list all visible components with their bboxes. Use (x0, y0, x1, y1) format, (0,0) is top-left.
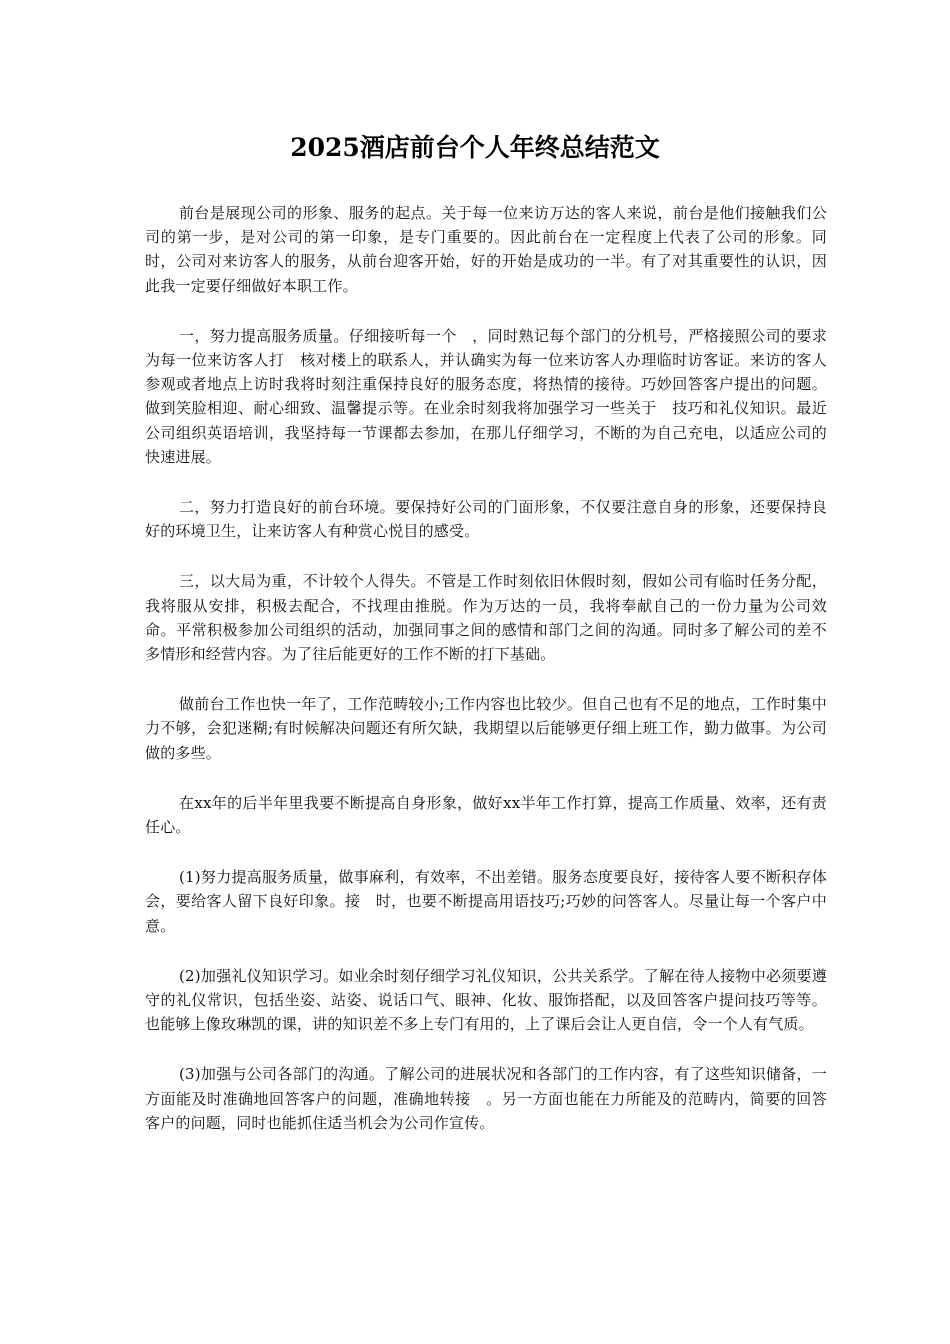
document-title: 2025酒店前台个人年终总结范文 (290, 133, 660, 162)
paragraph-reflection: 做前台工作也快一年了，工作范畴较小;工作内容也比较少。但自己也有不足的地点，工作时集中力不够，会犯迷糊;有时候解决问题还有所欠缺，我期望以后能够更仔细上班工作，勤力做事。为公司做的多些。 (145, 695, 827, 762)
paragraph-point-2: 二，努力打造良好的前台环境。要保持好公司的门面形象，不仅要注意自身的形象，还要保持良好的环境卫生，让来访客人有种赏心悦目的感受。 (145, 498, 827, 541)
paragraph-plan: 在xx年的后半年里我要不断提高自身形象，做好xx半年工作打算，提高工作质量、效率，还有责任心。 (145, 793, 827, 837)
paragraph-point-3: 三，以大局为重，不计较个人得失。不管是工作时刻依旧休假时刻，假如公司有临时任务分配，我将服从安排，积极去配合，不找理由推脱。作为万达的一员，我将奉献自己的一份力量为公司效命。平常积极参加公司组织的活动，加强同事之间的感情和部门之间的沟通。同时多了解公司的差不多情形和经营内容。为了往后能更好的工作不断的打下基础。 (145, 572, 827, 664)
paragraph-point-1: 一，努力提高服务质量。仔细接听每一个 ，同时熟记每个部门的分机号，严格接照公司的要求为每一位来访客人打 核对楼上的联系人，并认确实为每一位来访客人办理临时访客证。来访的客人参观或者地点上访时我将时刻注重保持良好的服务态度，将热情的接待。巧妙回答客户提出的问题。做到笑脸相迎、耐心细致、温馨提示等。在业余时刻我将加强学习一些关于 技巧和礼仪知识。最近公司组织英语培训，我坚持每一节课都去参加，在那儿仔细学习，不断的为自己充电，以适应公司的快速进展。 (145, 326, 827, 466)
paragraph-intro: 前台是展现公司的形象、服务的起点。关于每一位来访万达的客人来说，前台是他们接触我们公司的第一步，是对公司的第一印象，是专门重要的。因此前台在一定程度上代表了公司的形象。同时，公司对来访客人的服务，从前台迎客开始，好的开始是成功的一半。有了对其重要性的认识，因此我一定要仔细做好本职工作。 (145, 204, 827, 295)
paragraph-plan-item-3: (3)加强与公司各部门的沟通。了解公司的进展状况和各部门的工作内容，有了这些知识储备，一方面能及时准确地回答客户的问题，准确地转接 。另一方面也能在力所能及的范畴内，简要的回答客户的问题，同时也能抓住适当机会为公司作宣传。 (145, 1065, 827, 1132)
paragraph-plan-item-2: (2)加强礼仪知识学习。如业余时刻仔细学习礼仪知识，公共关系学。了解在待人接物中必须要遵守的礼仪常识，包括坐姿、站姿、说话口气、眼神、化妆、服饰搭配，以及回答客户提问技巧等等。也能够上像玫琳凯的课，讲的知识差不多上专门有用的，上了课后会让人更自信，令一个人有气质。 (145, 966, 827, 1034)
paragraph-plan-item-1: (1)努力提高服务质量，做事麻利，有效率，不出差错。服务态度要良好，接待客人要不断积存体会，要给客人留下良好印象。接 时，也要不断提高用语技巧;巧妙的问答客人。尽量让每一个客户中意。 (145, 868, 827, 935)
document-body (145, 201, 827, 1161)
